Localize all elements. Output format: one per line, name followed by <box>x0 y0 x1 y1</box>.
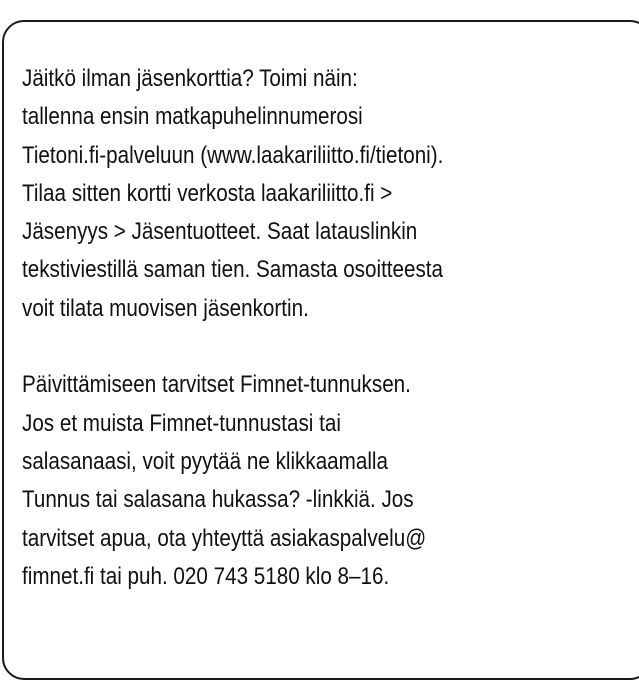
paragraph-fimnet <box>22 366 548 596</box>
paragraph-gap <box>22 328 548 366</box>
text-line: Jäitkö ilman jäsenkorttia? Toimi näin: <box>22 65 358 92</box>
text-line: Tietoni.fi-palveluun (www.laakariliitto.fi/tietoni). <box>22 141 444 169</box>
text-line: Tunnus tai salasana hukassa? -linkkiä. Jos <box>22 486 414 514</box>
paragraph-membership-card <box>22 60 548 328</box>
text-line: tarvitset apua, ota yhteyttä asiakaspalvelu@ <box>22 524 427 552</box>
text-line: salasanaasi, voit pyytää ne klikkaamalla <box>22 447 388 475</box>
info-box-text <box>22 60 548 596</box>
text-line: Päivittämiseen tarvitset Fimnet-tunnuksen. <box>22 371 411 399</box>
text-line: tallenna ensin matkapuhelinnumerosi <box>22 103 363 131</box>
text-line: Jos et muista Fimnet-tunnustasi tai <box>22 409 341 437</box>
text-line: fimnet.fi tai puh. 020 743 5180 klo 8–16. <box>22 562 390 590</box>
text-line: Jäsenyys > Jäsentuotteet. Saat latauslinkin <box>22 218 418 246</box>
text-line: voit tilata muovisen jäsenkortin. <box>22 294 309 322</box>
text-line: Tilaa sitten kortti verkosta laakariliitto.fi > <box>22 179 393 207</box>
text-line: tekstiviestillä saman tien. Samasta osoitteesta <box>22 256 444 284</box>
